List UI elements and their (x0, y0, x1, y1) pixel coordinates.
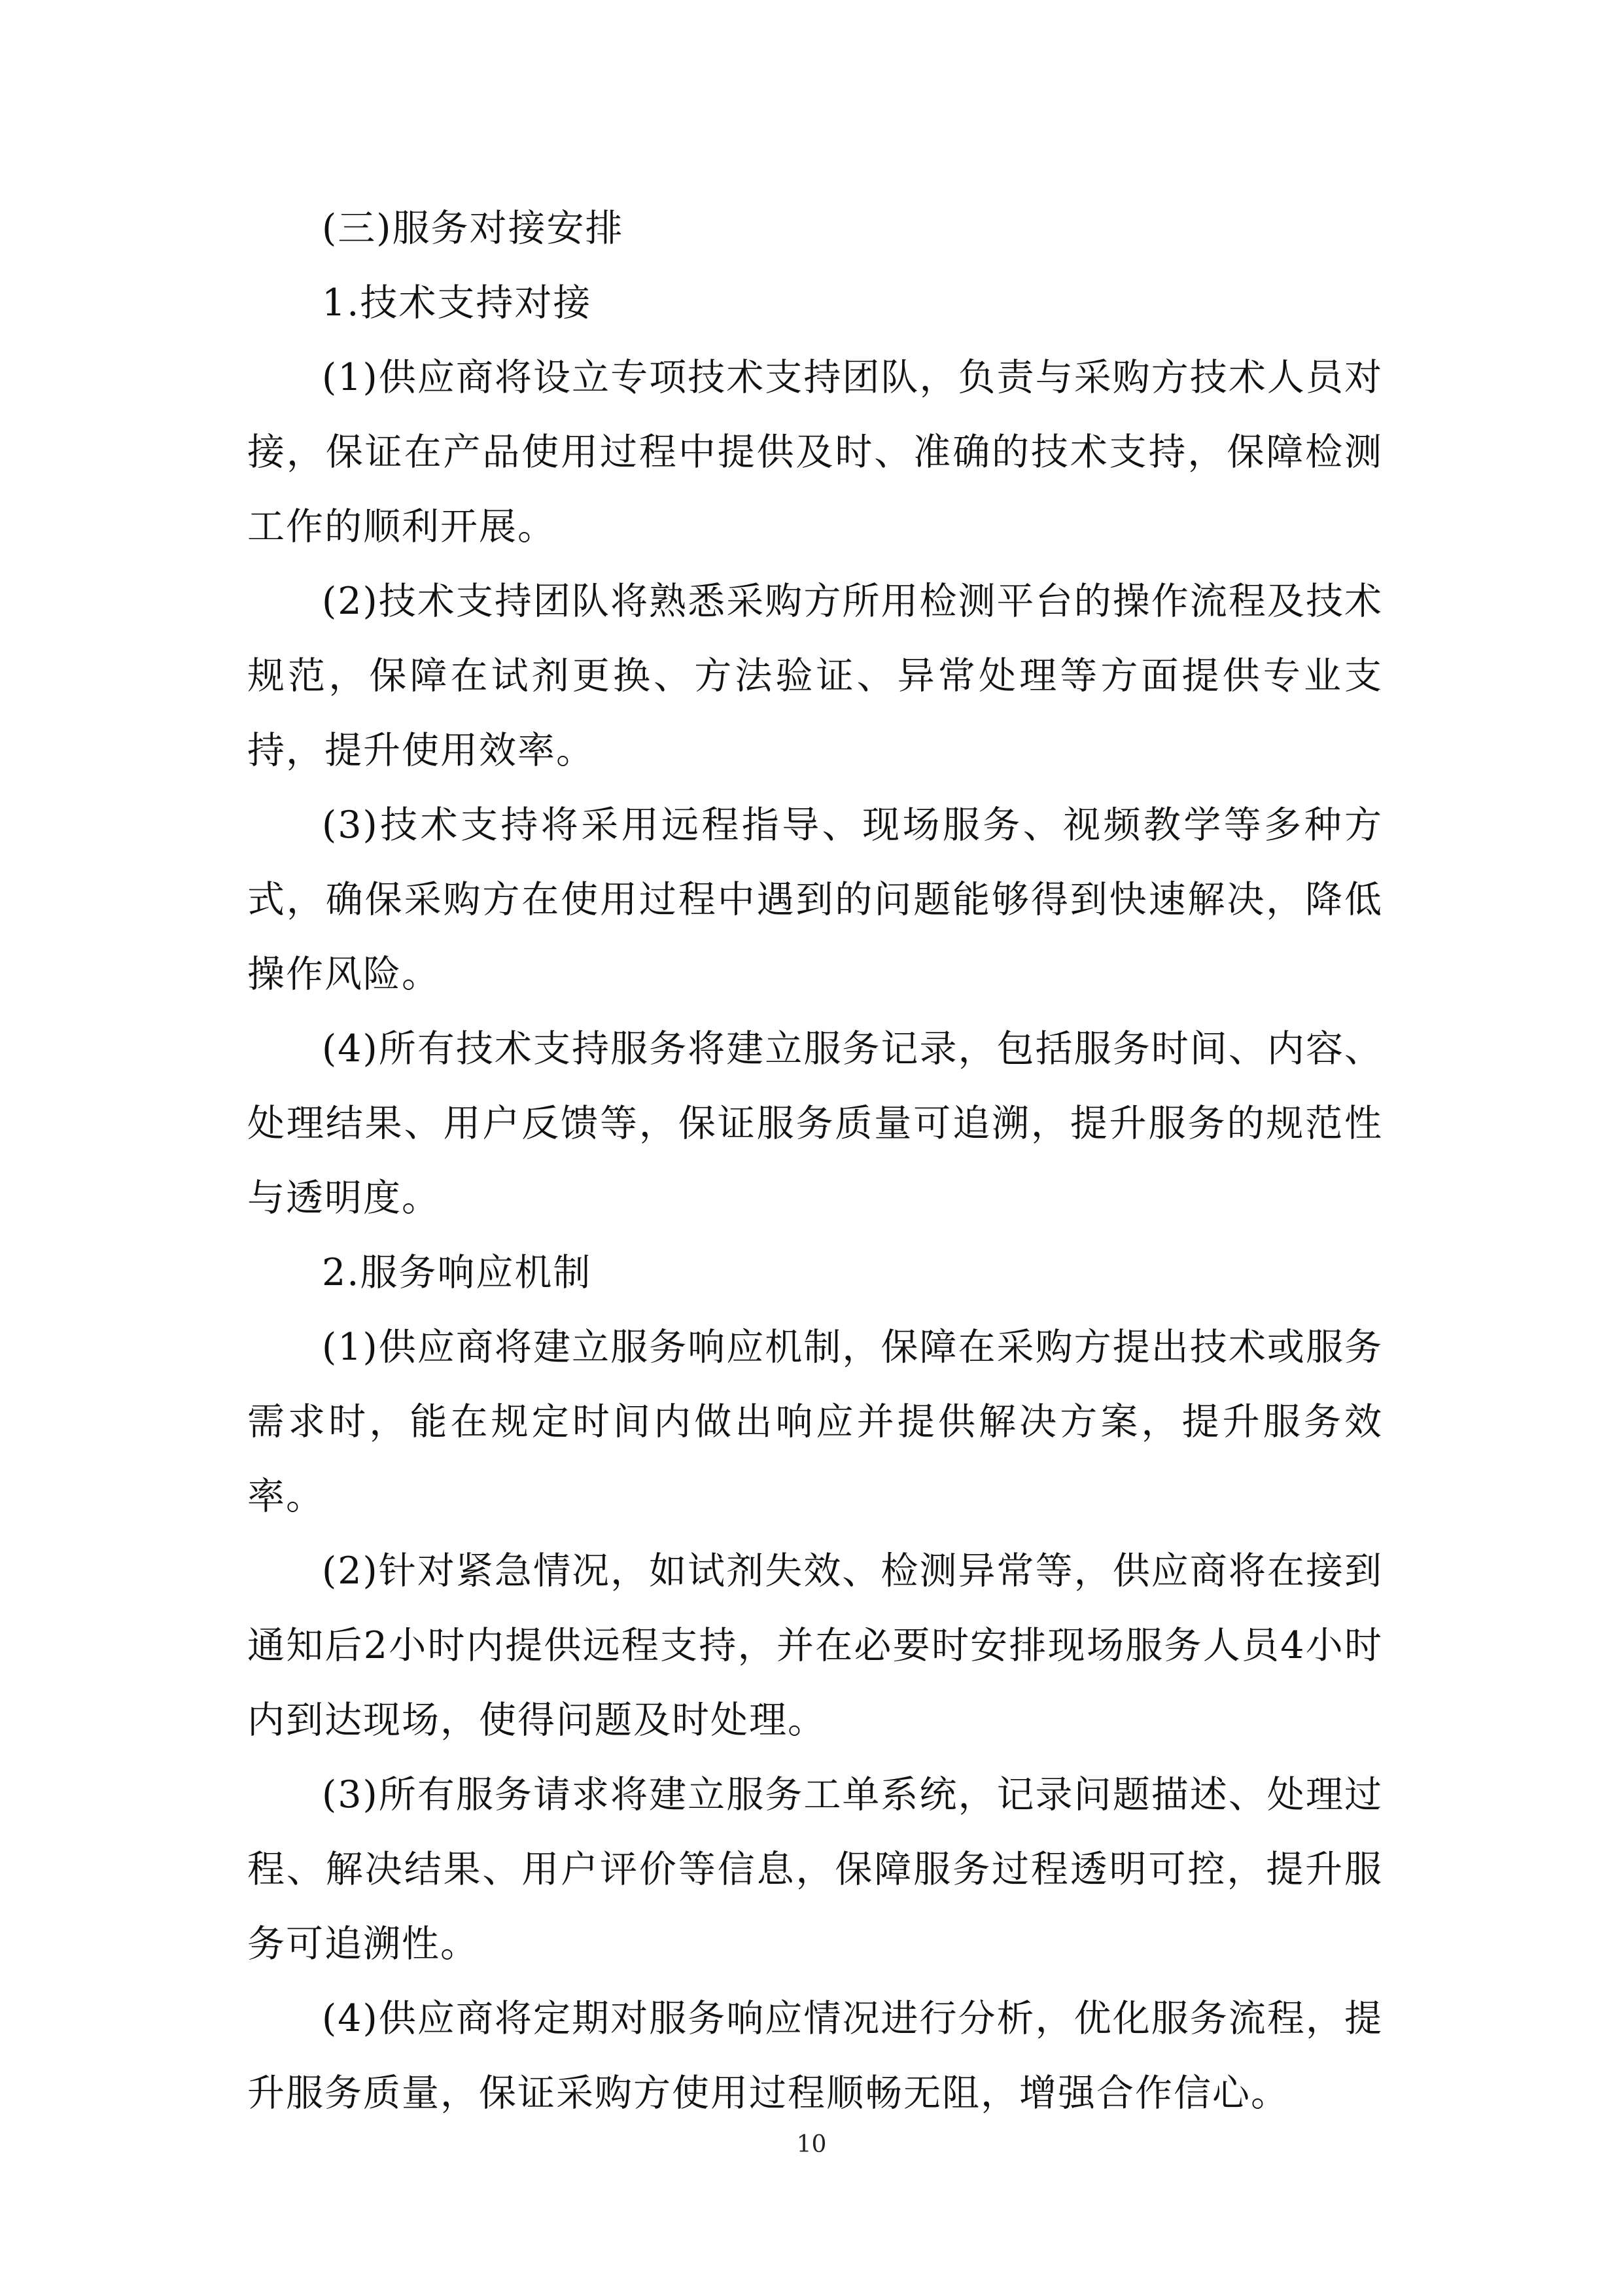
subsection-1-title: 1.技术支持对接 (322, 281, 592, 325)
paragraph: (1)供应商将设立专项技术支持团队，负责与采购方技术人员对接，保证在产品使用过程中提供及时、准确的技术支持，保障检测工作的顺利开展。 (247, 356, 1383, 548)
page-number: 10 (796, 2131, 827, 2158)
paragraph: (4)所有技术支持服务将建立服务记录，包括服务时间、内容、处理结果、用户反馈等，保证服务质量可追溯，提升服务的规范性与透明度。 (247, 1027, 1383, 1220)
subsection-2-title: 2.服务响应机制 (322, 1251, 592, 1294)
section-heading: (三)服务对接安排 (322, 207, 624, 250)
paragraph: (3)技术支持将采用远程指导、现场服务、视频教学等多种方式，确保采购方在使用过程中遇到的问题能够得到快速解决，降低操作风险。 (247, 804, 1383, 996)
paragraph: (4)供应商将定期对服务响应情况进行分析，优化服务流程，提升服务质量，保证采购方使用过程顺畅无阻，增强合作信心。 (247, 1997, 1383, 2115)
paragraph: (3)所有服务请求将建立服务工单系统，记录问题描述、处理过程、解决结果、用户评价等信息，保障服务过程透明可控，提升服务可追溯性。 (247, 1773, 1383, 1966)
paragraph: (2)技术支持团队将熟悉采购方所用检测平台的操作流程及技术规范，保障在试剂更换、方法验证、异常处理等方面提供专业支持，提升使用效率。 (247, 580, 1383, 772)
paragraph: (1)供应商将建立服务响应机制，保障在采购方提出技术或服务需求时，能在规定时间内做出响应并提供解决方案，提升服务效率。 (247, 1326, 1383, 1518)
document-body (247, 191, 1383, 2130)
paragraph: (2)针对紧急情况，如试剂失效、检测异常等，供应商将在接到通知后2小时内提供远程支持，并在必要时安排现场服务人员4小时内到达现场，使得问题及时处理。 (247, 1549, 1383, 1742)
